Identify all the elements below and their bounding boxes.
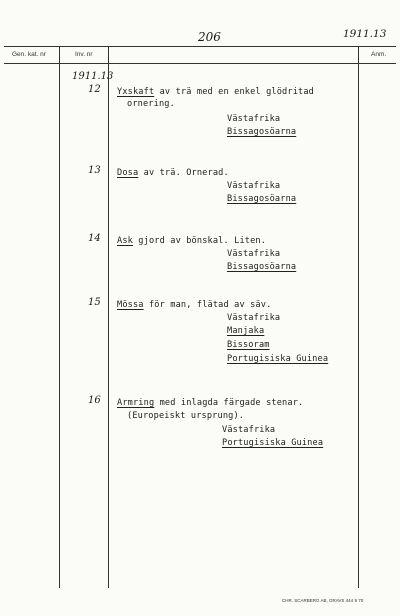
printer-mark: CHR. SCARBERG AB, GRAVS 444 9 70 — [282, 598, 364, 603]
entry-number: 16 — [88, 395, 101, 406]
entry-text: av trä med en enkel glödritad — [154, 87, 314, 97]
column-rule-2 — [108, 46, 109, 588]
entry-place: Västafrika — [222, 425, 276, 435]
header-top-rule — [4, 46, 396, 47]
entry-place: Bissagosöarna — [227, 127, 297, 137]
entry-keyword: Armring — [117, 398, 155, 408]
entry-keyword: Ask — [117, 236, 133, 246]
entry-text: med inlagda färgade stenar. — [154, 398, 304, 408]
page-number: 206 — [198, 30, 221, 44]
header-bottom-rule — [4, 63, 396, 64]
entry-place: Manjaka — [227, 326, 265, 336]
entry-description — [117, 398, 303, 408]
entry-description — [117, 300, 271, 310]
year-label: 1911.13 — [72, 71, 114, 82]
entry-description — [117, 87, 314, 97]
column-header-anm: Anm. — [371, 51, 387, 58]
entry-description — [117, 168, 229, 178]
column-header-inv: Inv. nr — [75, 51, 93, 58]
entry-text: för man, flätad av säv. — [143, 300, 272, 310]
column-rule-1 — [59, 46, 60, 588]
entry-place: Västafrika — [227, 249, 281, 259]
entry-description — [117, 236, 266, 246]
entry-keyword: Dosa — [117, 168, 139, 178]
entry-place: Portugisiska Guinea — [227, 354, 329, 364]
entry-place: Bissagosöarna — [227, 194, 297, 204]
entry-description-line2: ornering. — [127, 99, 175, 109]
entry-description-line2: (Europeiskt ursprung). — [127, 411, 245, 421]
year-reference: 1911.13 — [343, 28, 387, 40]
entry-number: 14 — [88, 233, 101, 244]
entry-place: Portugisiska Guinea — [222, 438, 324, 448]
entry-number: 13 — [88, 165, 101, 176]
entry-number: 15 — [88, 297, 101, 308]
column-rule-3 — [358, 46, 359, 588]
entry-text: av trä. Ornerad. — [138, 168, 229, 178]
entry-place: Västafrika — [227, 114, 281, 124]
entry-keyword: Yxskaft — [117, 87, 155, 97]
entry-text: gjord av bönskal. Liten. — [132, 236, 267, 246]
entry-place: Bissagosöarna — [227, 262, 297, 272]
entry-place: Bissoram — [227, 340, 270, 350]
entry-number: 12 — [88, 84, 101, 95]
entry-place: Västafrika — [227, 313, 281, 323]
column-header-gen-kat: Gen. kat. nr — [12, 51, 46, 58]
entry-keyword: Mössa — [117, 300, 144, 310]
entry-place: Västafrika — [227, 181, 281, 191]
